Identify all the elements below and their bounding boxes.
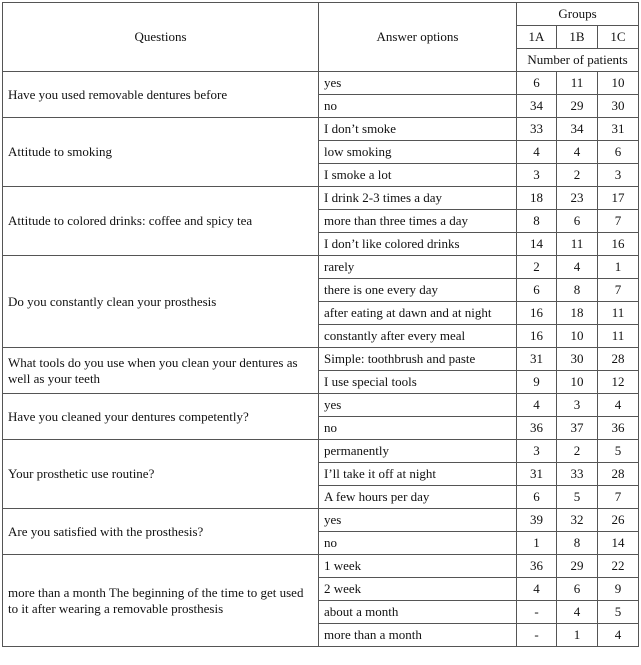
group-1b-count-cell: 1 [557,624,598,647]
group-1b-count-cell: 4 [557,601,598,624]
answer-option-cell: 1 week [319,555,517,578]
group-1a-count-cell: 31 [517,463,557,486]
group-1a-count-cell: 39 [517,509,557,532]
question-cell: Attitude to colored drinks: coffee and spicy tea [3,187,319,256]
group-1b-count-cell: 6 [557,578,598,601]
answer-option-cell: more than three times a day [319,210,517,233]
group-1b-count-cell: 29 [557,95,598,118]
answer-option-cell: I’ll take it off at night [319,463,517,486]
table-row [3,348,639,371]
answer-option-cell: yes [319,509,517,532]
group-1a-count-cell: 3 [517,164,557,187]
question-cell: Have you used removable dentures before [3,72,319,118]
group-1c-count-cell: 26 [598,509,639,532]
group-1c-count-cell: 10 [598,72,639,95]
group-1b-count-cell: 8 [557,532,598,555]
group-1c-count-cell: 6 [598,141,639,164]
group-1b-count-cell: 29 [557,555,598,578]
table-row [3,187,639,210]
answer-option-cell: more than a month [319,624,517,647]
group-1c-count-cell: 5 [598,601,639,624]
answer-option-cell: A few hours per day [319,486,517,509]
table-row [3,394,639,417]
group-1c-count-cell: 17 [598,187,639,210]
answer-option-cell: constantly after every meal [319,325,517,348]
group-1c-count-cell: 31 [598,118,639,141]
group-1c-count-cell: 1 [598,256,639,279]
group-1c-count-cell: 22 [598,555,639,578]
answer-option-cell: yes [319,72,517,95]
group-1a-count-cell: 16 [517,302,557,325]
table-row [3,72,639,95]
table-row [3,509,639,532]
group-1b-count-cell: 6 [557,210,598,233]
group-1c-count-cell: 30 [598,95,639,118]
group-1b-count-cell: 5 [557,486,598,509]
answer-option-cell: about a month [319,601,517,624]
question-cell: more than a month The beginning of the time to get used to it after wearing a removable prosthesis [3,555,319,647]
answer-option-cell: no [319,532,517,555]
group-1a-count-cell: 1 [517,532,557,555]
group-1c-count-cell: 4 [598,394,639,417]
group-1b-count-cell: 37 [557,417,598,440]
group-1c-count-cell: 28 [598,348,639,371]
answer-option-cell: I drink 2-3 times a day [319,187,517,210]
group-1a-count-cell: - [517,624,557,647]
group-1b-count-cell: 4 [557,141,598,164]
header-row-groups [3,3,639,26]
group-1c-count-cell: 7 [598,486,639,509]
group-1c-count-cell: 28 [598,463,639,486]
answer-option-cell: low smoking [319,141,517,164]
group-1c-count-cell: 11 [598,325,639,348]
answer-options-header: Answer options [319,3,517,72]
group-1b-count-cell: 11 [557,233,598,256]
group-1a-count-cell: 14 [517,233,557,256]
group-1a-count-cell: 2 [517,256,557,279]
group-1b-count-cell: 11 [557,72,598,95]
group-1a-count-cell: 4 [517,578,557,601]
table-row [3,555,639,578]
group-1a-count-cell: 6 [517,279,557,302]
group-1a-count-cell: 6 [517,486,557,509]
group-1b-count-cell: 2 [557,440,598,463]
question-cell: Do you constantly clean your prosthesis [3,256,319,348]
group-1a-count-cell: 4 [517,141,557,164]
group-1c-count-cell: 9 [598,578,639,601]
answer-option-cell: I smoke a lot [319,164,517,187]
table-row [3,118,639,141]
group-1c-count-cell: 7 [598,210,639,233]
answer-option-cell: I don’t like colored drinks [319,233,517,256]
group-1a-count-cell: 36 [517,417,557,440]
group-1a-count-cell: 9 [517,371,557,394]
group-1c-count-cell: 16 [598,233,639,256]
group-1b-count-cell: 10 [557,325,598,348]
group-1a-count-cell: - [517,601,557,624]
group-1b-count-cell: 3 [557,394,598,417]
answer-option-cell: after eating at dawn and at night [319,302,517,325]
group-1b-count-cell: 32 [557,509,598,532]
question-cell: Attitude to smoking [3,118,319,187]
question-cell: What tools do you use when you clean your dentures as well as your teeth [3,348,319,394]
group-1c-count-cell: 36 [598,417,639,440]
answer-option-cell: no [319,417,517,440]
group-1a-count-cell: 36 [517,555,557,578]
group-1b-count-cell: 23 [557,187,598,210]
number-of-patients-header: Number of patients [517,49,639,72]
group-1a-count-cell: 34 [517,95,557,118]
table-row [3,440,639,463]
question-cell: Your prosthetic use routine? [3,440,319,509]
table-header [3,3,639,72]
group-1a-count-cell: 33 [517,118,557,141]
group-1a-count-cell: 3 [517,440,557,463]
answer-option-cell: rarely [319,256,517,279]
table-body [3,72,639,647]
answer-option-cell: there is one every day [319,279,517,302]
group-1b-count-cell: 34 [557,118,598,141]
answer-option-cell: yes [319,394,517,417]
table-row [3,256,639,279]
group-1b-header: 1B [557,26,598,49]
question-cell: Have you cleaned your dentures competently? [3,394,319,440]
answer-option-cell: Simple: toothbrush and paste [319,348,517,371]
group-1b-count-cell: 10 [557,371,598,394]
group-1c-count-cell: 12 [598,371,639,394]
group-1a-count-cell: 4 [517,394,557,417]
group-1a-header: 1A [517,26,557,49]
group-1c-count-cell: 14 [598,532,639,555]
group-1b-count-cell: 2 [557,164,598,187]
group-1c-count-cell: 4 [598,624,639,647]
group-1c-count-cell: 5 [598,440,639,463]
group-1b-count-cell: 30 [557,348,598,371]
answer-option-cell: no [319,95,517,118]
survey-results-table [2,2,639,647]
questions-header: Questions [3,3,319,72]
question-cell: Are you satisfied with the prosthesis? [3,509,319,555]
group-1c-count-cell: 11 [598,302,639,325]
group-1a-count-cell: 16 [517,325,557,348]
group-1b-count-cell: 8 [557,279,598,302]
group-1a-count-cell: 6 [517,72,557,95]
group-1a-count-cell: 31 [517,348,557,371]
group-1c-header: 1C [598,26,639,49]
group-1a-count-cell: 18 [517,187,557,210]
group-1b-count-cell: 18 [557,302,598,325]
answer-option-cell: I don’t smoke [319,118,517,141]
group-1c-count-cell: 3 [598,164,639,187]
groups-header: Groups [517,3,639,26]
group-1a-count-cell: 8 [517,210,557,233]
group-1b-count-cell: 33 [557,463,598,486]
group-1c-count-cell: 7 [598,279,639,302]
answer-option-cell: 2 week [319,578,517,601]
answer-option-cell: permanently [319,440,517,463]
answer-option-cell: I use special tools [319,371,517,394]
group-1b-count-cell: 4 [557,256,598,279]
